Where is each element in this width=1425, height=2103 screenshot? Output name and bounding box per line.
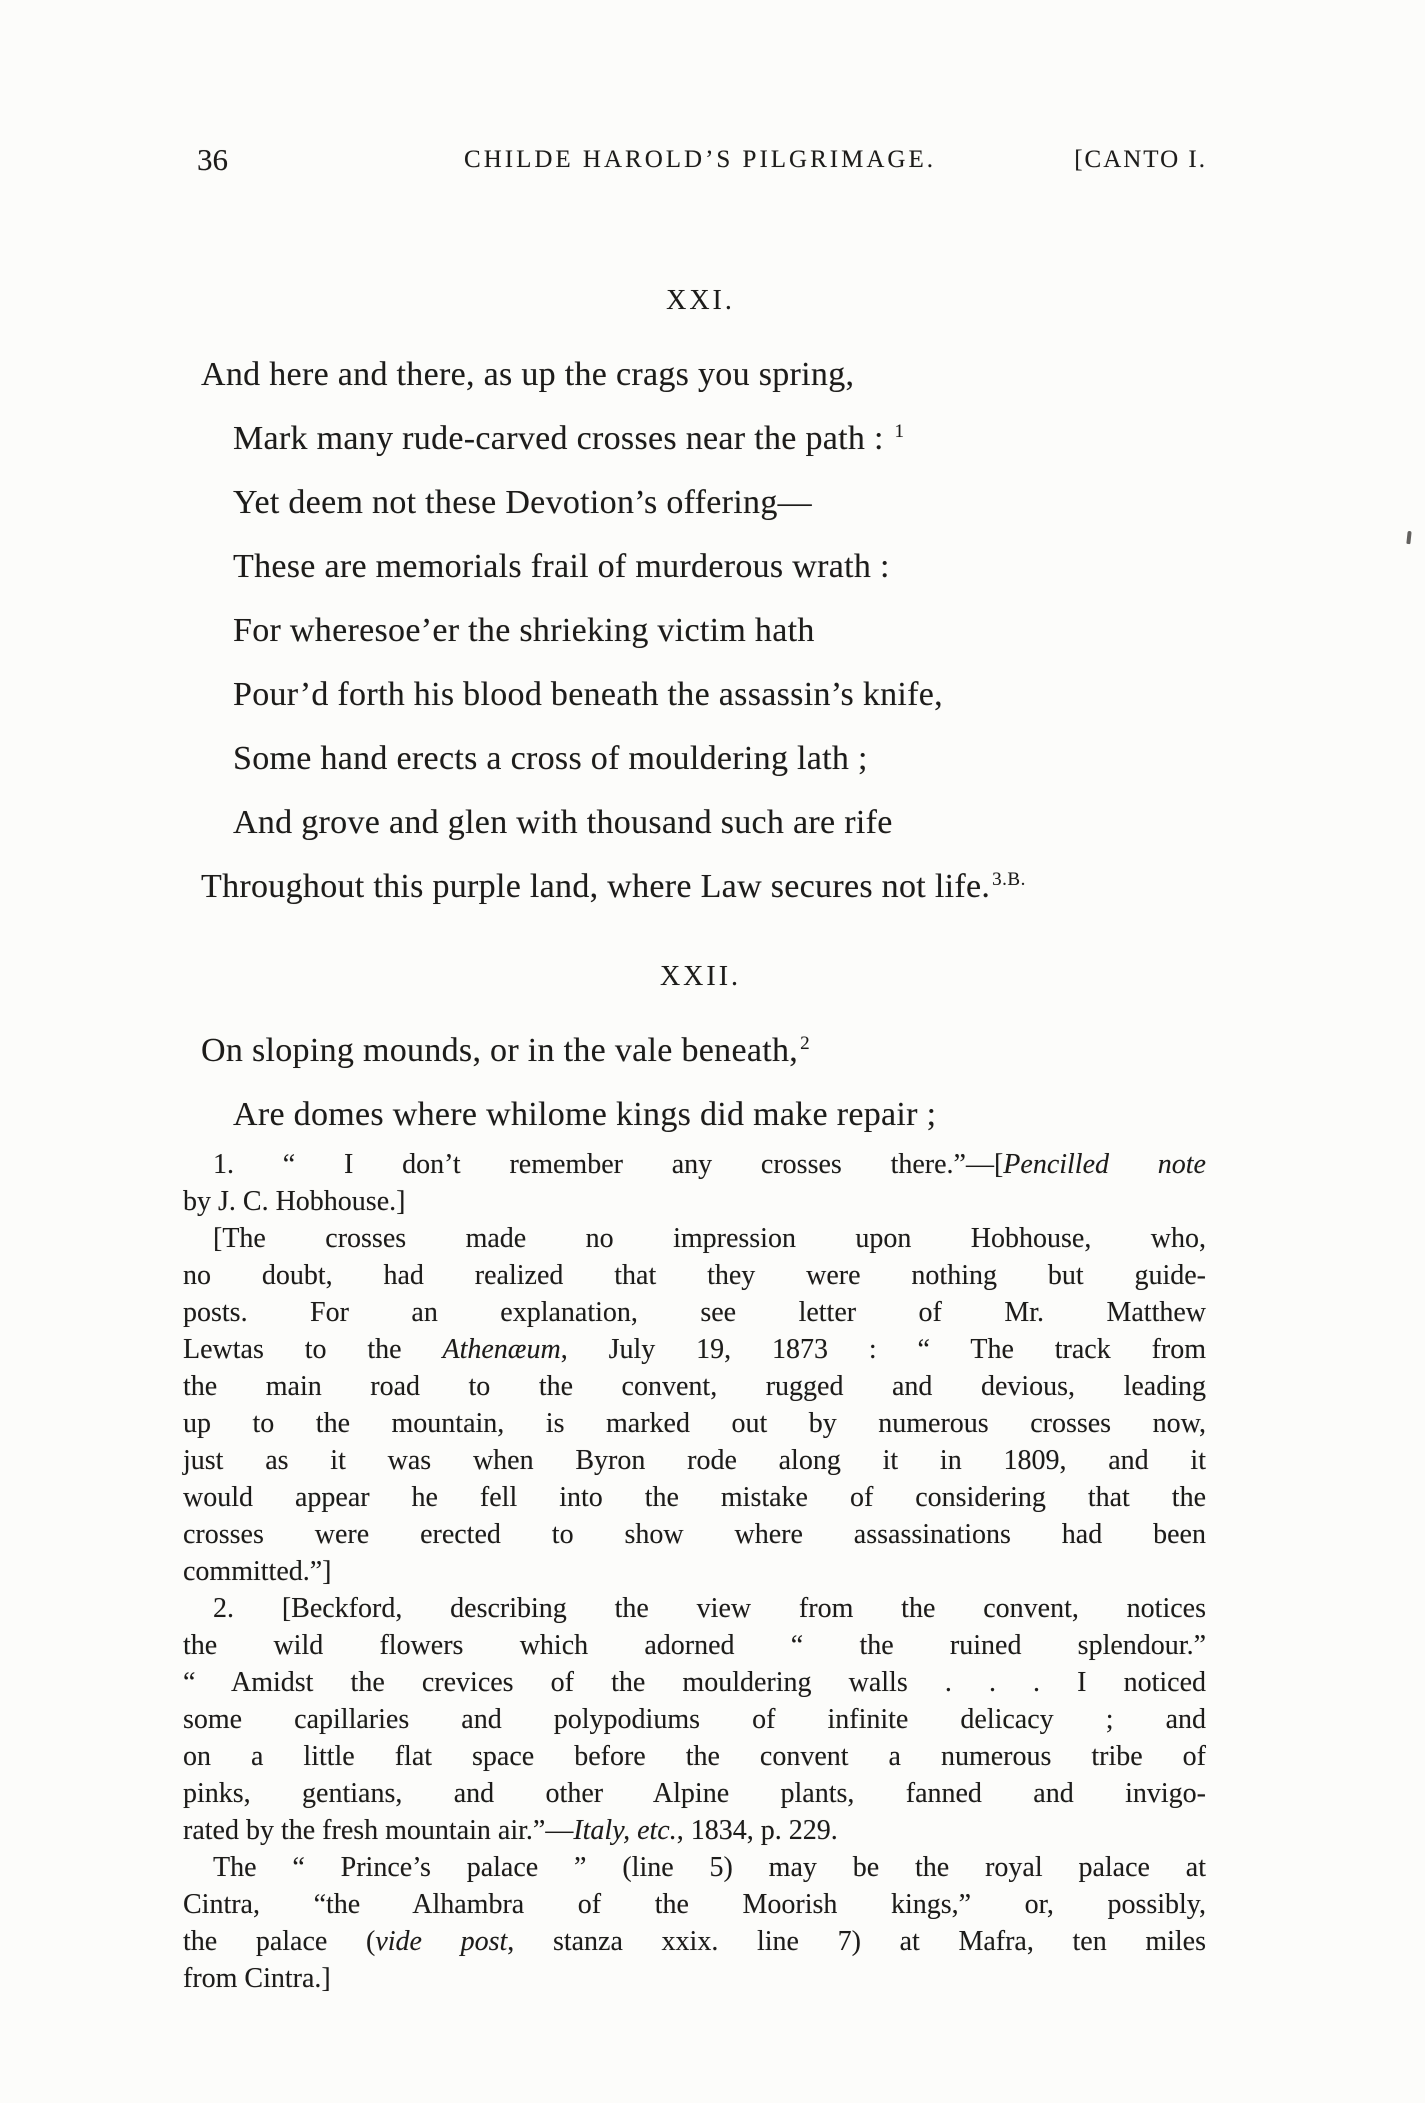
footnote-line: [183, 1405, 1206, 1442]
footnote-text: committed.”]: [183, 1556, 332, 1587]
footnote-marker: 1: [894, 420, 905, 442]
footnote-italic-text: Italy, etc.: [573, 1815, 677, 1846]
footnote-line: [183, 1257, 1206, 1294]
footnote-text: “ Amidst the crevices of the mouldering walls . . . I noticed: [183, 1667, 1206, 1698]
poem-line-text: For wheresoe’er the shrieking victim hath: [233, 612, 815, 649]
footnote-text: , 1834, p. 229.: [676, 1815, 838, 1846]
footnote-line: [183, 1146, 1206, 1183]
footnote-italic-text: Pencilled note: [1003, 1149, 1206, 1180]
footnotes: [183, 1146, 1206, 1997]
footnote-line: [183, 1627, 1206, 1664]
poem-line-text: Yet deem not these Devotion’s offering—: [233, 484, 812, 521]
footnote-line: [183, 1923, 1206, 1960]
footnote-text: just as it was when Byron rode along it in 1809, and it: [183, 1445, 1206, 1476]
footnote-line: [183, 1812, 1206, 1849]
poem-line: [193, 663, 1208, 727]
poem-line-text: Are domes where whilome kings did make repair ;: [233, 1096, 937, 1133]
poem: [193, 285, 1208, 1189]
footnote-text: posts. For an explanation, see letter of Mr. Matthew: [183, 1297, 1206, 1328]
footnote-line: [183, 1849, 1206, 1886]
stanza-number: XXI.: [666, 285, 735, 316]
footnote-line: [183, 1516, 1206, 1553]
footnote-text: 1. “ I don’t remember any crosses there.”—[: [213, 1149, 1004, 1180]
running-title: CHILDE HAROLD’S PILGRIMAGE.: [464, 146, 936, 173]
footnote-text: 2. [Beckford, describing the view from the convent, notices: [213, 1593, 1206, 1624]
footnote-text: The “ Prince’s palace ” (line 5) may be the royal palace at: [213, 1852, 1206, 1883]
footnote-text: [The crosses made no impression upon Hobhouse, who,: [213, 1223, 1206, 1254]
poem-line-text: Throughout this purple land, where Law secures not life.: [201, 868, 991, 905]
footnote-line: [183, 1738, 1206, 1775]
stanza: [193, 285, 1208, 919]
footnote-text: the main road to the convent, rugged and devious, leading: [183, 1371, 1206, 1402]
poem-line: [193, 535, 1208, 599]
poem-line-text: These are memorials frail of murderous wrath :: [233, 548, 890, 585]
running-header: [193, 140, 1207, 184]
footnote-text: the palace (: [183, 1926, 376, 1957]
footnote-text: up to the mountain, is marked out by numerous crosses now,: [183, 1408, 1206, 1439]
poem-line: [193, 407, 1208, 471]
poem-line-text: Mark many rude-carved crosses near the path :: [233, 420, 893, 457]
footnote-marker: 3.B.: [992, 868, 1026, 890]
footnote-line: [183, 1775, 1206, 1812]
footnote-text: some capillaries and polypodiums of infinite delicacy ; and: [183, 1704, 1206, 1735]
poem-line: [193, 1019, 1208, 1083]
poem-line: [193, 727, 1208, 791]
footnote-text: rated by the fresh mountain air.”—: [183, 1815, 574, 1846]
poem-line-text: And grove and glen with thousand such are rife: [233, 804, 893, 841]
footnote-line: [183, 1553, 1206, 1590]
footnote-line: [183, 1479, 1206, 1516]
footnote-text: Cintra, “the Alhambra of the Moorish kings,” or, possibly,: [183, 1889, 1206, 1920]
footnote-text: would appear he fell into the mistake of considering that the: [183, 1482, 1206, 1513]
poem-line-text: Pour’d forth his blood beneath the assassin’s knife,: [233, 676, 943, 713]
footnote-line: [183, 1590, 1206, 1627]
footnote-line: [183, 1442, 1206, 1479]
footnote-text: Lewtas to the: [183, 1334, 443, 1365]
page-number: 36: [197, 142, 228, 177]
poem-line-text: Some hand erects a cross of mouldering lath ;: [233, 740, 868, 777]
poem-line: [193, 1083, 1208, 1147]
footnote-text: pinks, gentians, and other Alpine plants, fanned and invigo-: [183, 1778, 1206, 1809]
footnote-line: [183, 1331, 1206, 1368]
footnote-line: [183, 1294, 1206, 1331]
footnote-text: from Cintra.]: [183, 1963, 331, 1994]
footnote-italic-text: Athenæum: [442, 1334, 561, 1365]
footnote-text: by J. C. Hobhouse.]: [183, 1186, 406, 1217]
poem-line: [193, 599, 1208, 663]
footnote-text: no doubt, had realized that they were nothing but guide-: [183, 1260, 1206, 1291]
stanza: [193, 961, 1208, 1147]
footnote-italic-text: vide post: [375, 1926, 508, 1957]
footnote-line: [183, 1368, 1206, 1405]
footnote-text: on a little flat space before the convent a numerous tribe of: [183, 1741, 1206, 1772]
poem-line: [193, 471, 1208, 535]
footnote-text: , July 19, 1873 : “ The track from: [560, 1334, 1207, 1365]
footnote-text: crosses were erected to show where assassinations had been: [183, 1519, 1206, 1550]
footnote-line: [183, 1886, 1206, 1923]
poem-line: [193, 343, 1208, 407]
footnote-text: the wild flowers which adorned “ the ruined splendour.”: [183, 1630, 1206, 1661]
poem-line: [193, 855, 1208, 919]
poem-line-text: And here and there, as up the crags you spring,: [201, 356, 855, 393]
footnote-line: [183, 1220, 1206, 1257]
footnote-line: [183, 1701, 1206, 1738]
scan-speck: [1406, 531, 1411, 544]
canto-label: [CANTO I.: [1074, 146, 1207, 173]
poem-line-text: On sloping mounds, or in the vale beneath,: [201, 1032, 799, 1069]
stanza-number: XXII.: [659, 961, 742, 992]
footnote-text: , stanza xxix. line 7) at Mafra, ten miles: [507, 1926, 1207, 1957]
poem-line: [193, 791, 1208, 855]
footnote-line: [183, 1183, 1206, 1220]
footnote-line: [183, 1664, 1206, 1701]
footnote-marker: 2: [800, 1032, 811, 1054]
footnote-line: [183, 1960, 1206, 1997]
